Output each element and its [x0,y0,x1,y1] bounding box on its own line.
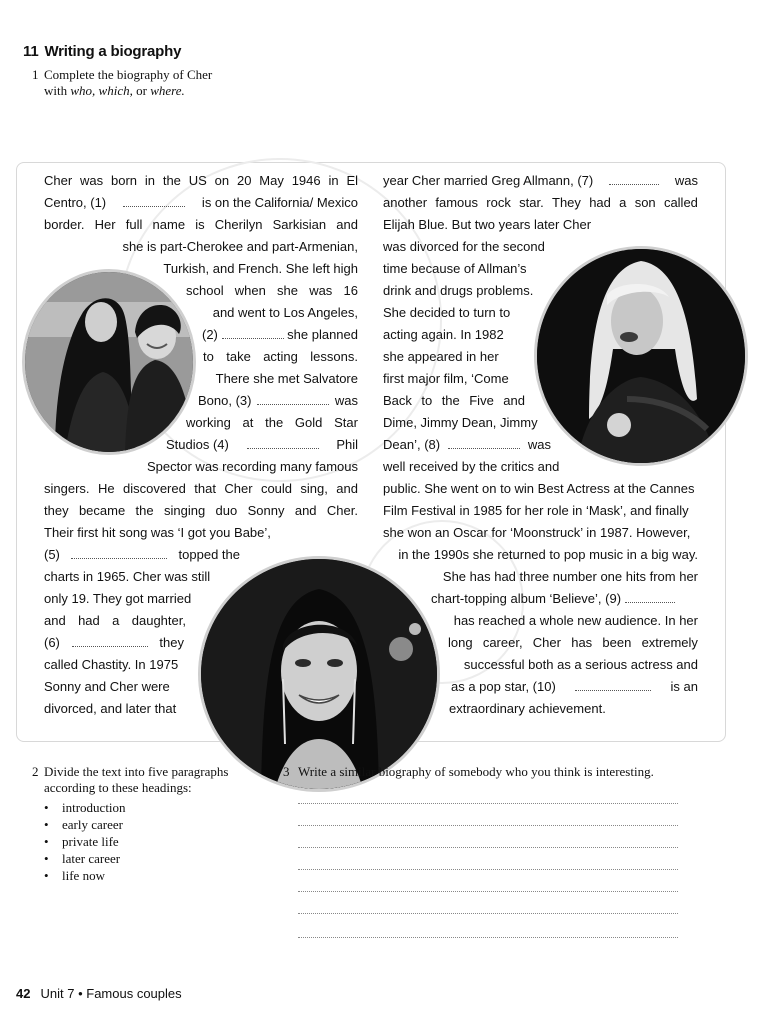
bio-line [44,170,358,192]
bio-word: that [194,481,216,496]
writing-line[interactable] [298,825,678,826]
bio-word: sing, [300,481,328,496]
word-or: or [132,83,151,98]
bio-line [383,390,525,412]
bio-word: could [260,481,293,496]
bio-line: public. She went on to win Best Actress at the Cannes [383,481,695,496]
heading-item [44,867,126,884]
bio-text: Phil [332,437,358,452]
bio-line: extraordinary achievement. [449,701,606,716]
bio-line [44,632,184,654]
photo-cher-smiling [198,556,440,792]
bio-word: born [111,173,138,188]
bio-word: He [97,481,115,496]
bio-word: had [78,613,100,628]
exercise-2-line-2: according to these headings: [44,780,192,795]
word-where: where. [150,83,185,98]
bullet-icon: • [44,817,49,832]
bio-line [44,192,358,214]
bio-word: star. [519,195,544,210]
footer-topic: Famous couples [86,986,182,1001]
bio-word: They [552,195,581,210]
bullet-icon: • [44,834,49,849]
heading-label: life now [62,868,105,883]
bio-word: border. [44,217,85,232]
bio-line: only 19. They got married [44,591,192,606]
bio-word: school [186,283,224,298]
bio-text: is on the California/ Mexico [198,195,358,210]
bio-word: singers. [44,481,90,496]
photo-cher-blonde-wig [534,246,748,466]
bio-word: another [383,195,428,210]
exercise-2-instruction [32,764,228,796]
heading-item [44,833,126,850]
bio-line: Film Festival in 1985 for her role in ‘Mask’, and finally [383,503,689,518]
heading-label: introduction [62,800,126,815]
bio-word: Cher [224,481,253,496]
bio-word: Cher [44,173,73,188]
bio-text: topped the [174,547,240,562]
bio-word: and [336,217,358,232]
bio-word: and [44,613,66,628]
bio-line: and went to Los Angeles, [212,305,358,320]
writing-line[interactable] [298,913,678,914]
bullet-icon: • [44,868,49,883]
photo-cher-smiling-image [201,559,437,789]
bio-line [44,610,186,632]
bio-word: was [309,283,333,298]
bio-text: Studios (4) [166,437,233,452]
bio-word: El [346,173,358,188]
bio-line [166,434,358,456]
bio-word: she [277,283,298,298]
bio-word: has [571,635,593,650]
bio-word: on [214,173,230,188]
bio-word: long [448,635,473,650]
photo-cher-blonde-wig-image [537,249,745,463]
paragraph-headings-list [44,799,126,884]
exercise-1-line-1: Complete the biography of Cher [44,67,213,82]
bio-text: as a pop star, (10) [451,679,560,694]
exercise-1-instruction [32,67,212,99]
bio-word: 1946 [291,173,321,188]
writing-line[interactable] [298,937,678,938]
bio-word: Sonny [247,503,285,518]
heading-label: later career [62,851,121,866]
bio-text: was [671,173,698,188]
bio-word: acting [263,349,298,364]
answer-blank[interactable] [609,170,659,185]
bio-text: is an [666,679,698,694]
bio-text: (5) [44,547,64,562]
bio-line [448,632,698,654]
bio-line: acting again. In 1982 [383,327,504,342]
bio-word: Star [334,415,358,430]
bio-word: daughter, [131,613,186,628]
bio-word: career, [482,635,523,650]
bio-word: Sarkisian [272,217,327,232]
bullet-icon: • [44,851,49,866]
bullet-icon: • [44,800,49,815]
exercise-1-line-2-prefix: with [44,83,71,98]
bio-word: is [195,217,205,232]
bio-word: the [135,503,154,518]
footer-unit: Unit 7 [40,986,75,1001]
bio-word: son [634,195,656,210]
photo-sonny-and-cher-image [25,272,193,452]
bio-word: when [234,283,266,298]
bio-line: has reached a whole new audience. In her [453,613,698,628]
bio-word: a [619,195,627,210]
bio-text: Centro, (1) [44,195,110,210]
bio-word: working [186,415,231,430]
exercise-2-number: 2 [32,764,39,779]
bio-word: in [328,173,339,188]
bio-line [44,478,358,500]
bio-word: Cherilyn [214,217,263,232]
bio-word: take [226,349,251,364]
bio-text: was [331,393,358,408]
bio-line: drink and drugs problems. [383,283,534,298]
exercise-3-number: 3 [283,764,290,779]
bio-word: duo [215,503,238,518]
bio-line [431,588,675,610]
bio-line [451,676,698,698]
bio-word: 16 [343,283,358,298]
bio-word: to [421,393,433,408]
bio-line: time because of Allman’s [383,261,527,276]
bio-word: and [336,481,358,496]
bio-text: Dean’, (8) [383,437,444,452]
bio-word: called [663,195,698,210]
bio-line [198,390,358,412]
bio-line: well received by the critics and [383,459,560,474]
answer-blank[interactable] [247,434,319,449]
bio-line: She has had three number one hits from her [442,569,698,584]
page-footer [16,986,182,1001]
bio-word: and [503,393,525,408]
bio-line [202,324,358,346]
bio-text: she planned [283,327,358,342]
bio-word: lessons. [310,349,358,364]
bio-word: Gold [294,415,323,430]
bio-text: was [524,437,551,452]
bio-line: Elijah Blue. But two years later Cher [383,217,592,232]
bio-line: first major film, ‘Come [383,371,509,386]
bio-word: famous [435,195,479,210]
bio-word: been [602,635,632,650]
answer-blank[interactable] [72,632,148,647]
bio-line: charts in 1965. Cher was still [44,569,211,584]
bio-word: and [294,503,317,518]
exercise-3-instruction [283,764,654,780]
bio-word: Back [383,393,412,408]
bio-word: they [44,503,69,518]
bio-line: She decided to turn to [383,305,511,320]
bio-word: Cher [532,635,561,650]
bio-line: in the 1990s she returned to pop music in a big way. [398,547,698,562]
bio-line [44,214,358,236]
answer-blank[interactable] [123,192,185,207]
bio-line: Sonny and Cher were [44,679,170,694]
page-number: 42 [16,986,31,1001]
word-who: who, [70,83,96,98]
answer-blank[interactable] [448,434,520,449]
bio-line [44,544,240,566]
bio-word: became [78,503,126,518]
bio-line: she appeared in her [383,349,499,364]
bio-word: US [188,173,207,188]
bio-line: divorced, and later that [44,701,177,716]
bio-line: There she met Salvatore [215,371,358,386]
bio-line [186,412,358,434]
bio-line: Spector was recording many famous [147,459,358,474]
exercise-3-text: Write a similar biography of somebody who you think is interesting. [298,764,654,779]
bio-word: to [203,349,214,364]
bio-text: they [155,635,184,650]
bio-word: discovered [122,481,186,496]
bio-word: was [80,173,104,188]
bio-word: the [441,393,460,408]
footer-separator: • [78,986,83,1001]
answer-blank[interactable] [71,544,167,559]
bio-word: the [162,173,181,188]
bio-line [203,346,358,368]
writing-line[interactable] [298,891,678,892]
bio-line: she is part-Cherokee and part-Armenian, [122,239,358,254]
writing-line[interactable] [298,847,678,848]
bio-word: 20 [236,173,252,188]
section-number: 11 [23,43,39,60]
bio-word: Cher. [326,503,358,518]
answer-blank[interactable] [575,676,651,691]
bio-word: name [152,217,186,232]
bio-word: at [242,415,254,430]
bio-word: Five [469,393,494,408]
answer-blank[interactable] [625,588,675,603]
bio-text: (6) [44,635,64,650]
writing-line[interactable] [298,803,678,804]
word-which: which, [98,83,133,98]
heading-item [44,850,126,867]
bio-word: Her [94,217,116,232]
answer-blank[interactable] [222,324,284,339]
bio-word: singing [163,503,206,518]
bio-word: extremely [641,635,698,650]
section-heading [23,43,181,60]
exercise-1-number: 1 [32,67,39,82]
bio-line: Their first hit song was ‘I got you Babe’, [44,525,271,540]
writing-line[interactable] [298,869,678,870]
bio-word: had [589,195,611,210]
answer-blank[interactable] [257,390,329,405]
exercise-2-line-1: Divide the text into five paragraphs [44,764,229,779]
bio-line: called Chastity. In 1975 [44,657,179,672]
photo-sonny-and-cher [22,269,196,455]
heading-item [44,799,126,816]
bio-line [383,170,698,192]
bio-line: successful both as a serious actress and [463,657,698,672]
bio-text: (2) [202,327,222,342]
bio-line [186,280,358,302]
bio-text: chart-topping album ‘Believe’, (9) [431,591,625,606]
bio-word: May [259,173,284,188]
bio-line [383,192,698,214]
section-title: Writing a biography [44,43,182,60]
bio-line [44,500,358,522]
bio-line: she won an Oscar for ‘Moonstruck’ in 1987. However, [383,525,691,540]
bio-word: the [265,415,284,430]
bio-word: a [112,613,120,628]
bio-text: Bono, (3) [198,393,256,408]
bio-line: was divorced for the second [383,239,545,254]
bio-word: full [125,217,143,232]
bio-word: in [144,173,155,188]
bio-line: Turkish, and French. She left high [163,261,358,276]
heading-label: early career [62,817,123,832]
bio-line [383,434,551,456]
bio-text: year Cher married Greg Allmann, (7) [383,173,597,188]
bio-line: Dime, Jimmy Dean, Jimmy [383,415,538,430]
heading-label: private life [62,834,119,849]
bio-word: rock [486,195,511,210]
heading-item [44,816,126,833]
